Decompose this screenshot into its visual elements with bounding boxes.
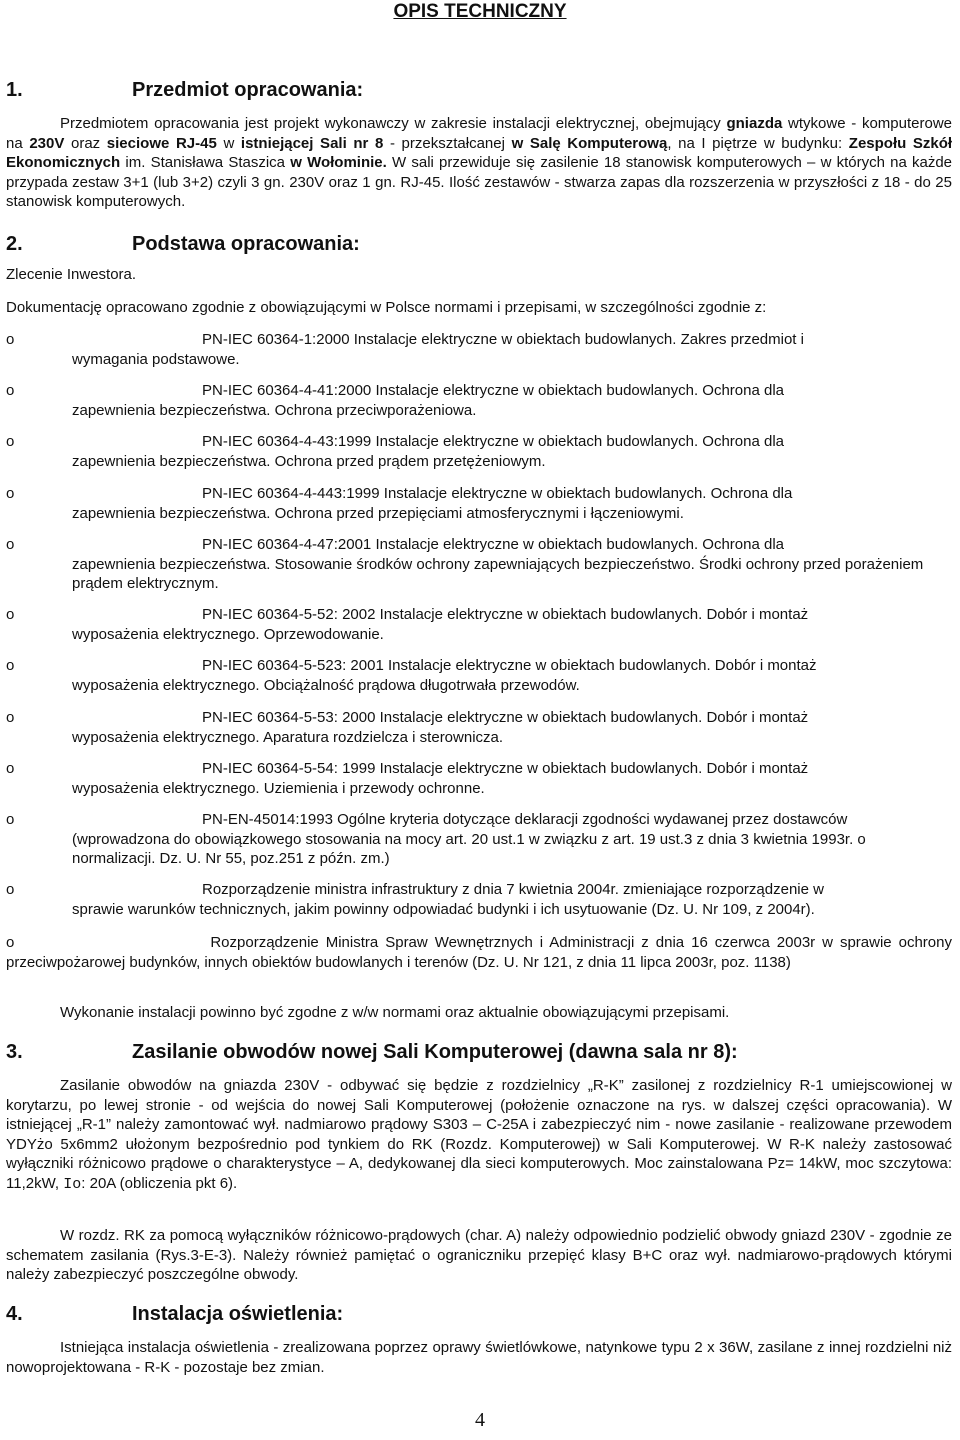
text-run: w (223, 134, 235, 152)
section-2-heading (6, 232, 360, 256)
list-bullet: o (6, 760, 15, 777)
section-3-paragraph-1 (6, 1076, 952, 1194)
norm-title: PN-IEC 60364-5-52: 2002 Instalacje elektryczne w obiektach budowlanych. Dobór i montaż (202, 606, 809, 623)
text-run: oraz (70, 134, 101, 152)
section-1-title: Przedmiot opracowania: (132, 79, 364, 101)
norms-intro: Dokumentację opracowano zgodnie z obowiązującymi w Polsce normami i przepisami, w szczególności zgodnie z: (6, 299, 767, 316)
norm-description: wyposażenia elektrycznego. Aparatura rozdzielcza i sterownicza. (72, 728, 504, 746)
list-bullet: o (6, 536, 15, 553)
bold-run: w Salę Komputerową (511, 134, 668, 152)
list-bullet: o (6, 657, 15, 674)
norm-title: PN-IEC 60364-1:2000 Instalacje elektryczne w obiektach budowlanych. Zakres przedmiot i (202, 331, 804, 348)
section-2-title: Podstawa opracowania: (132, 233, 360, 255)
bold-run: 230V (29, 134, 65, 152)
norm-description: wyposażenia elektrycznego. Oprzewodowanie. (72, 625, 384, 643)
section-1-heading (6, 78, 363, 102)
closing-text: Wykonanie instalacji powinno być zgodne z w/w normami oraz aktualnie obowiązującymi przepisami. (60, 1004, 730, 1021)
list-bullet: o (6, 433, 15, 450)
norm-title: PN-IEC 60364-4-43:1999 Instalacje elektryczne w obiektach budowlanych. Ochrona dla (202, 433, 784, 450)
norm-description: wyposażenia elektrycznego. Uziemienia i przewody ochronne. (72, 779, 485, 797)
norm-text (72, 759, 952, 798)
bold-run: istniejącej Sali nr 8 (240, 134, 384, 152)
text-run: , na I piętrze w budynku: (667, 134, 843, 152)
list-bullet: o (6, 485, 15, 502)
text-run: Przedmiotem opracowania jest projekt wykonawczy w zakresie instalacji elektrycznej, obejmujący (60, 115, 721, 132)
document-title: OPIS TECHNICZNY (393, 1, 567, 22)
section-3-number: 3. (6, 1041, 23, 1063)
norm-description: (wprowadzona do obowiązkowego stosowania na mocy art. 20 ust.1 w związku z art. 19 ust.3 z dnia 3 kwietnia 1993r. o normalizacji. Dz. U. Nr 55, poz.251 z późn. zm.) (72, 830, 866, 867)
norm-text (72, 810, 952, 869)
page-number: 4 (475, 1409, 485, 1431)
bold-run: Zespołu Szkół Ekonomicznych (6, 134, 953, 171)
investor-order: Zlecenie Inwestora. (6, 266, 137, 283)
norm-description: zapewnienia bezpieczeństwa. Ochrona przeciwporażeniowa. (72, 401, 477, 419)
text-run: Zasilanie obwodów na gniazda 230V - odbywać się będzie z rozdzielnicy „R-K” zasilonej z rozdzielnicy R-1 umiejscowionej w korytarzu, po lewej stronie - od wejścia do nowej Sali Komputerowej (położenie oznaczone na rys. w dalszej części opracowania). W istniejącej „R-1” należy zamontować wył. nadmiarowo prądowy S303 – C-25A i zabezpieczyć nim - nowe zasilanie - realizowane przewodem YDYżo 5x6mm2 ułożonym bezpośrednio pod tynkiem do RK (Rozdz. Komputerowej) w Sali Komputerowej. W R-K należy zastosować wyłączniki różnicowo prądowe o charakterystyce – A, dedykowanej dla sieci komputerowych. Moc zainstalowana Pz= 14kW, moc szczytowa: 11,2kW, (6, 1077, 952, 1192)
io-symbol: Io (63, 1175, 82, 1193)
bold-run: sieciowe RJ-45 (106, 134, 217, 152)
norm-title: PN-IEC 60364-5-53: 2000 Instalacje elektryczne w obiektach budowlanych. Dobór i montaż (202, 709, 809, 726)
section-3-title: Zasilanie obwodów nowej Sali Komputerowej (dawna sala nr 8): (132, 1041, 738, 1063)
list-bullet: o (6, 331, 15, 348)
section-2-number: 2. (6, 233, 23, 255)
norm-description: wymagania podstawowe. (72, 350, 240, 368)
norm-text (72, 330, 952, 369)
section-4-paragraph (6, 1338, 952, 1377)
list-bullet: o (6, 709, 15, 726)
norm-title: PN-IEC 60364-5-54: 1999 Instalacje elektryczne w obiektach budowlanych. Dobór i montaż (202, 760, 809, 777)
norm-text (72, 535, 952, 594)
text-run: wtykowe - komputerowe na (6, 115, 953, 152)
section-4-title: Instalacja oświetlenia: (132, 1303, 344, 1325)
norm-title: PN-IEC 60364-5-523: 2001 Instalacje elektryczne w obiektach budowlanych. Dobór i montaż (202, 657, 817, 674)
norm-text (72, 605, 952, 644)
norm-title: Rozporządzenie ministra infrastruktury z dnia 7 kwietnia 2004r. zmieniające rozporządzenie w (202, 881, 824, 898)
list-bullet: o (6, 811, 15, 828)
norm-text (72, 484, 952, 523)
norm-description: zapewnienia bezpieczeństwa. Ochrona przed przepięciami atmosferycznymi i łączeniowymi. (72, 504, 684, 522)
section-3-heading (6, 1040, 738, 1064)
text-run: W sali przewiduje się zasilenie 18 stanowisk komputerowych – w których na każde przypada zestaw 3+1 (lub 3+2) czyli 3 gn. 230V oraz 1 gn. RJ-45. Ilość zestawów - stwarza zapas dla rozszerzenia w przyszłości z 18 - do 25 stanowisk komputerowych. (6, 154, 953, 210)
norm-description: sprawie warunków technicznych, jakim powinny odpowiadać budynki i ich usytuowanie (Dz. U. Nr 109, z 2004r). (72, 900, 815, 918)
text-run: : 20A (obliczenia pkt 6). (81, 1174, 238, 1192)
bold-run: gniazda (726, 115, 783, 132)
norm-text (72, 708, 952, 747)
list-bullet: o (6, 606, 15, 623)
norm-text (72, 656, 952, 695)
text-run: W rozdz. RK za pomocą wyłączników różnicowo-prądowych (char. A) należy odpowiednio podzielić obwody gniazd 230V - zgodnie ze schematem zasilania (Rys.3-E-3). Należy również pamiętać o ograniczniku przepięć klasy B+C oraz wył. nadmiarowo-prądowych którymi należy zabezpieczyć poszczególne obwody. (6, 1227, 952, 1283)
section-4-heading (6, 1302, 343, 1326)
norm-title: PN-IEC 60364-4-47:2001 Instalacje elektryczne w obiektach budowlanych. Ochrona dla (202, 536, 784, 553)
norm-description: zapewnienia bezpieczeństwa. Stosowanie środków ochrony zapewniających bezpieczeństwo. Środki ochrony przed porażeniem prądem elektrycznym. (72, 555, 924, 592)
norm-text: Rozporządzenie Ministra Spraw Wewnętrznych i Administracji z dnia 16 czerwca 2003r w sprawie ochrony przeciwpożarowej budynków, innych obiektów budowlanych i terenów (Dz. U. Nr 121, z dnia 11 lipca 2003r, poz. 1138) (6, 934, 952, 971)
list-bullet: o (6, 934, 15, 951)
norm-text (72, 381, 952, 420)
norm-title: PN-IEC 60364-4-41:2000 Instalacje elektryczne w obiektach budowlanych. Ochrona dla (202, 382, 784, 399)
text-run: im. Stanisława Staszica (125, 154, 286, 171)
norm-title: PN-IEC 60364-4-443:1999 Instalacje elektryczne w obiektach budowlanych. Ochrona dla (202, 485, 793, 502)
section-1-paragraph (6, 114, 952, 212)
norms-last-item (6, 933, 952, 972)
norm-title: PN-EN-45014:1993 Ogólne kryteria dotyczące deklaracji zgodności wydawanej przez dostawców (202, 811, 848, 828)
list-bullet: o (6, 881, 15, 898)
norm-text (72, 880, 952, 919)
section-1-number: 1. (6, 79, 23, 101)
norm-description: wyposażenia elektrycznego. Obciążalność prądowa długotrwała przewodów. (72, 676, 580, 694)
list-bullet: o (6, 382, 15, 399)
norm-text (72, 432, 952, 471)
text-run: - przekształcanej (389, 134, 505, 152)
norms-closing (6, 1003, 952, 1023)
bold-run: w Wołominie. (290, 154, 387, 171)
section-3-paragraph-2 (6, 1226, 952, 1285)
norm-description: zapewnienia bezpieczeństwa. Ochrona przed prądem przetężeniowym. (72, 452, 546, 470)
text-run: Istniejąca instalacja oświetlenia - zrealizowana poprzez oprawy świetlówkowe, natynkowe typu 2 x 36W, zasilane z innej rozdzielni niż nowoprojektowana - R-K - pozostaje bez zmian. (6, 1339, 952, 1376)
section-4-number: 4. (6, 1303, 23, 1325)
